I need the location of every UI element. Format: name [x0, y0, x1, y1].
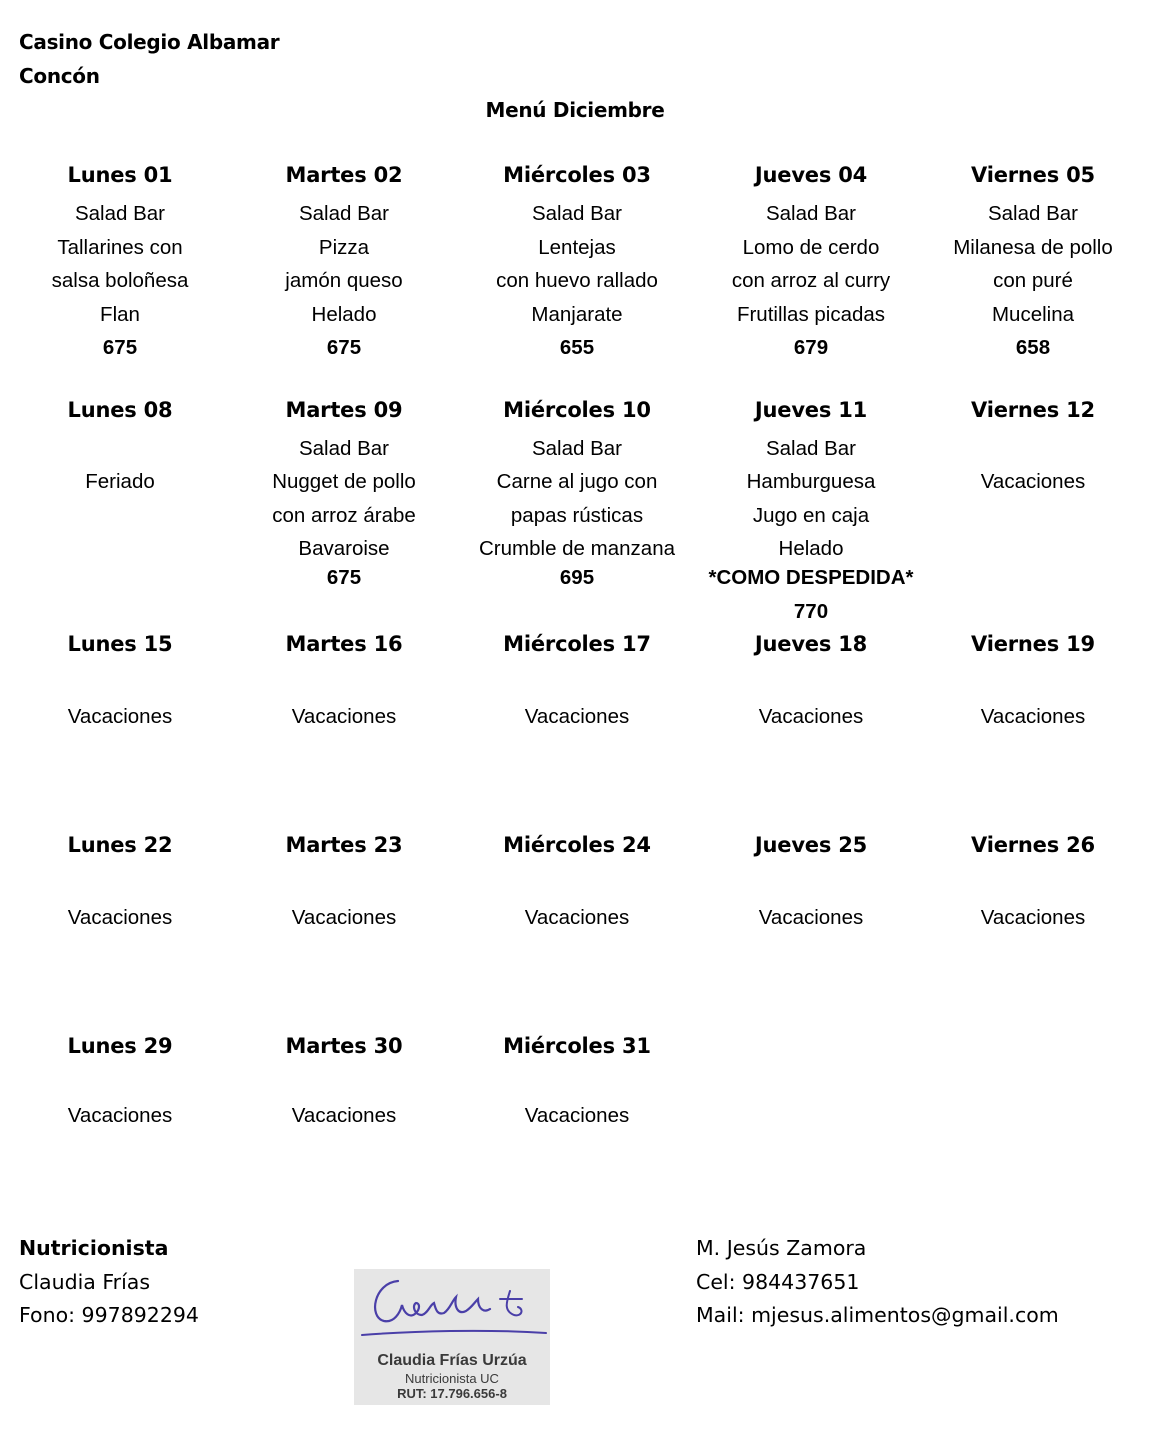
menu-item: Milanesa de pollo [953, 236, 1113, 259]
menu-item: Lentejas [538, 236, 616, 259]
day-cell [696, 0, 926, 1432]
menu-item: Salad Bar [987, 202, 1079, 225]
day-cell [229, 0, 459, 1432]
org-name: Casino Colegio Albamar [19, 30, 280, 54]
menu-item: Vacaciones [758, 906, 864, 929]
menu-item: Vacaciones [67, 705, 173, 728]
day-heading: Jueves 04 [754, 163, 868, 187]
calories-value: 675 [102, 336, 138, 359]
menu-item: Hamburguesa [746, 470, 876, 493]
contact-cel: Cel: 984437651 [696, 1270, 860, 1294]
day-heading: Martes 16 [285, 632, 403, 656]
org-city: Concón [19, 64, 100, 88]
menu-item: Salad Bar [765, 202, 857, 225]
day-heading: Miércoles 17 [503, 632, 651, 656]
day-heading: Viernes 12 [971, 398, 1095, 422]
stamp-rut: RUT: 17.796.656-8 [397, 1386, 507, 1401]
signature-stamp [354, 1269, 550, 1405]
day-heading: Jueves 25 [754, 833, 868, 857]
day-heading: Miércoles 03 [503, 163, 651, 187]
menu-item: con puré [993, 269, 1073, 292]
calories-value: 679 [793, 336, 829, 359]
menu-item: Vacaciones [758, 705, 864, 728]
menu-item: con huevo rallado [496, 269, 658, 292]
menu-note: *COMO DESPEDIDA* [708, 566, 914, 589]
day-cell [918, 0, 1148, 1432]
nutritionist-role: Nutricionista [19, 1236, 169, 1260]
day-heading: Martes 02 [285, 163, 403, 187]
menu-item: Tallarines con [57, 236, 183, 259]
menu-item: Bavaroise [298, 537, 390, 560]
menu-item: Helado [778, 537, 844, 560]
day-heading: Viernes 26 [971, 833, 1095, 857]
day-heading: Lunes 08 [67, 398, 173, 422]
day-heading: Miércoles 10 [503, 398, 651, 422]
day-heading: Lunes 29 [67, 1034, 173, 1058]
calories-value: 675 [326, 336, 362, 359]
nutritionist-phone: Fono: 997892294 [19, 1303, 199, 1327]
day-heading: Jueves 18 [754, 632, 868, 656]
day-heading: Miércoles 31 [503, 1034, 651, 1058]
menu-item: Feriado [85, 470, 155, 493]
menu-item: Vacaciones [524, 705, 630, 728]
calories-value: 695 [559, 566, 595, 589]
stamp-name: Claudia Frías Urzúa [377, 1352, 527, 1369]
menu-item: Flan [100, 303, 140, 326]
menu-item: Manjarate [531, 303, 623, 326]
menu-item: Vacaciones [291, 705, 397, 728]
nutritionist-name: Claudia Frías [19, 1270, 151, 1294]
menu-item: jamón queso [285, 269, 403, 292]
menu-item: Frutillas picadas [736, 303, 886, 326]
contact-mail: Mail: mjesus.alimentos@gmail.com [696, 1303, 1059, 1327]
day-heading: Martes 09 [285, 398, 403, 422]
menu-item: Vacaciones [291, 906, 397, 929]
menu-item: Vacaciones [980, 906, 1086, 929]
day-heading: Martes 30 [285, 1034, 403, 1058]
stamp-title: Nutricionista UC [405, 1371, 499, 1386]
menu-item: Vacaciones [291, 1104, 397, 1127]
menu-item: Salad Bar [531, 437, 623, 460]
menu-item: Jugo en caja [752, 504, 870, 527]
menu-item: Crumble de manzana [479, 537, 675, 560]
menu-item: Nugget de pollo [272, 470, 416, 493]
menu-item: salsa boloñesa [51, 269, 189, 292]
menu-item: Vacaciones [980, 470, 1086, 493]
calories-value: 770 [793, 600, 829, 623]
menu-item: Salad Bar [531, 202, 623, 225]
contact-name: M. Jesús Zamora [696, 1236, 867, 1260]
menu-item: Carne al jugo con [496, 470, 658, 493]
menu-item: con arroz al curry [731, 269, 891, 292]
day-heading: Lunes 15 [67, 632, 173, 656]
menu-item: papas rústicas [510, 504, 644, 527]
signature-drawing [354, 1269, 550, 1349]
day-heading: Viernes 19 [971, 632, 1095, 656]
day-heading: Lunes 22 [67, 833, 173, 857]
menu-item: Salad Bar [298, 202, 390, 225]
menu-item: Helado [311, 303, 377, 326]
calories-value: 655 [559, 336, 595, 359]
menu-item: Vacaciones [67, 1104, 173, 1127]
day-heading: Miércoles 24 [503, 833, 651, 857]
calories-value: 658 [1015, 336, 1051, 359]
menu-item: Salad Bar [74, 202, 166, 225]
menu-item: Mucelina [991, 303, 1075, 326]
menu-item: Vacaciones [67, 906, 173, 929]
menu-item: con arroz árabe [272, 504, 416, 527]
menu-item: Vacaciones [524, 1104, 630, 1127]
menu-item: Salad Bar [298, 437, 390, 460]
day-cell [5, 0, 235, 1432]
page-title: Menú Diciembre [485, 98, 665, 122]
calories-value: 675 [326, 566, 362, 589]
menu-item: Salad Bar [765, 437, 857, 460]
day-heading: Lunes 01 [67, 163, 173, 187]
day-cell [462, 0, 692, 1432]
menu-item: Pizza [318, 236, 370, 259]
menu-item: Vacaciones [980, 705, 1086, 728]
menu-item: Vacaciones [524, 906, 630, 929]
day-heading: Viernes 05 [971, 163, 1095, 187]
menu-item: Lomo de cerdo [742, 236, 880, 259]
day-heading: Jueves 11 [754, 398, 868, 422]
day-heading: Martes 23 [285, 833, 403, 857]
